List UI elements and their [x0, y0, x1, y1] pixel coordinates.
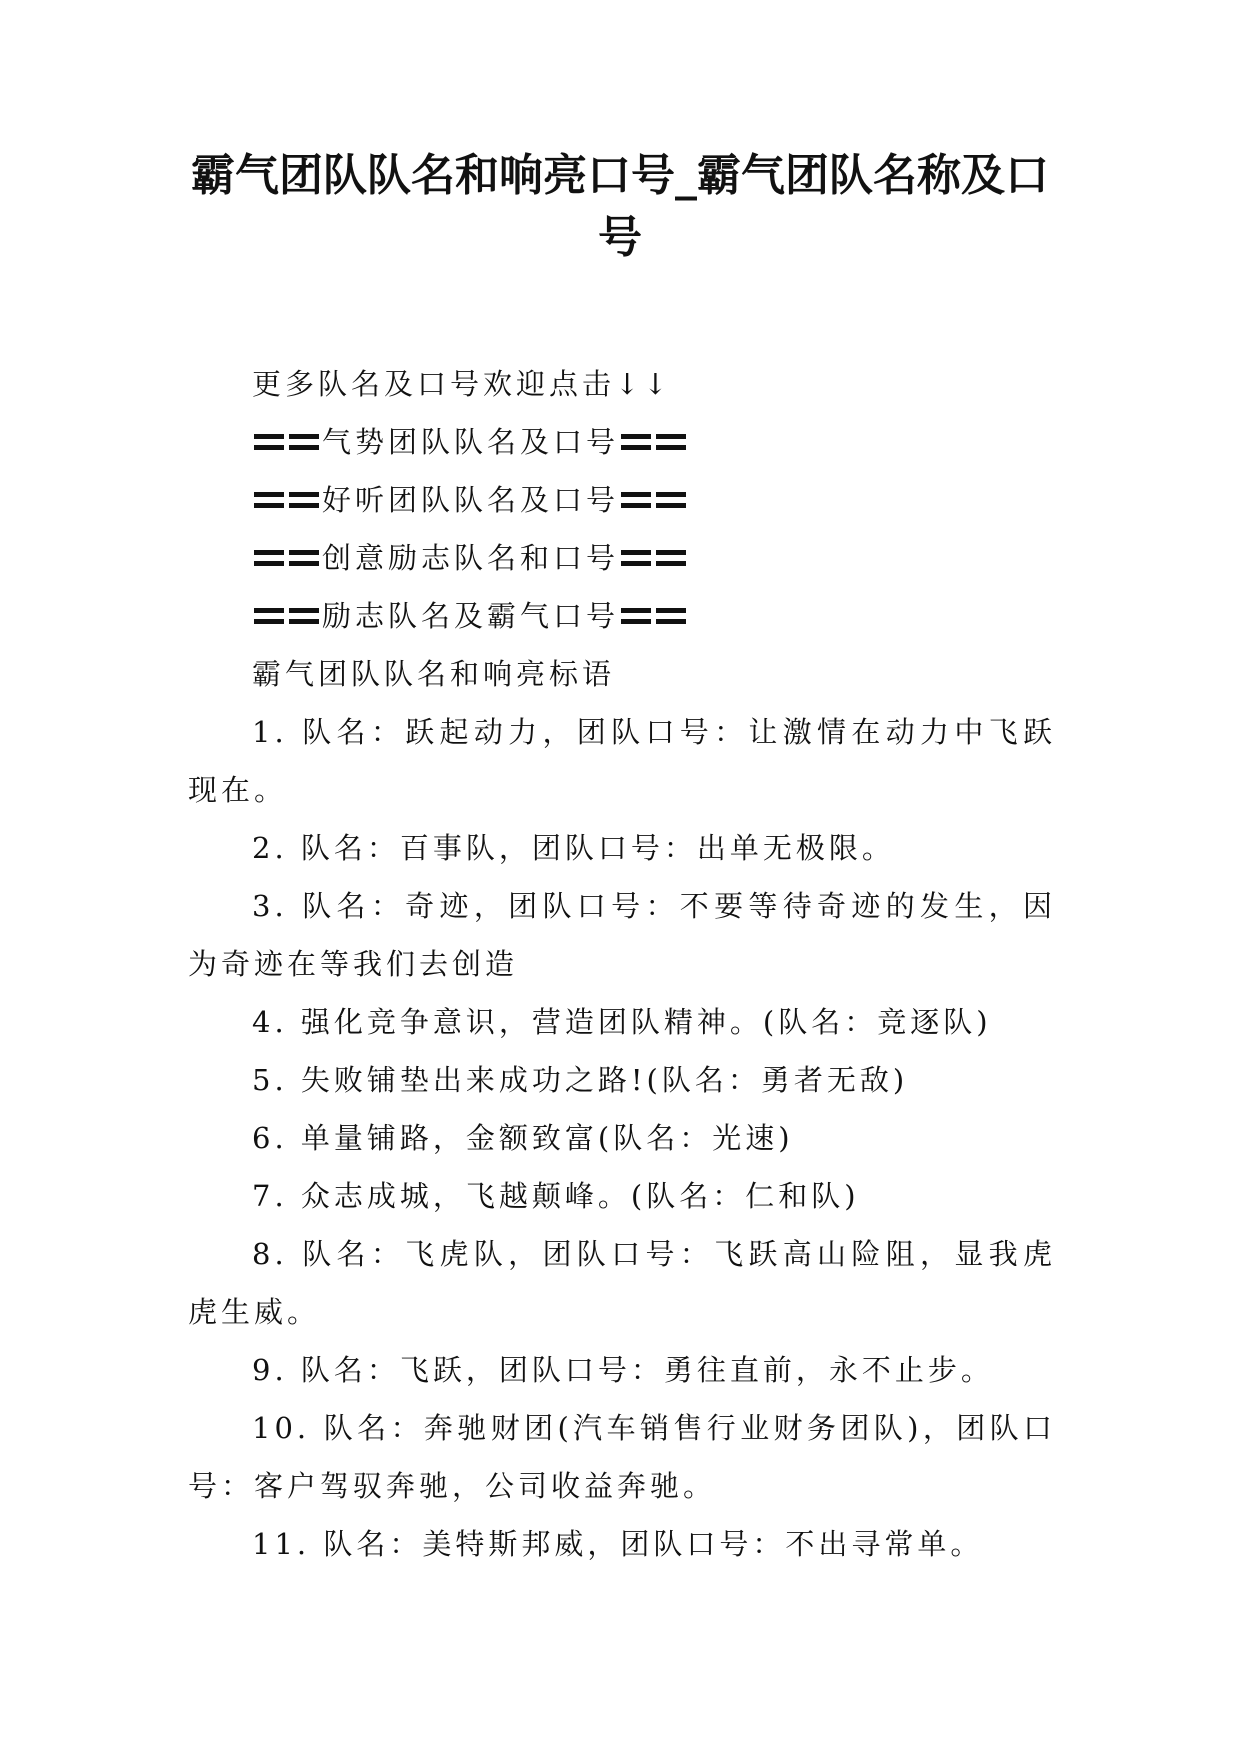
document-body: [188, 355, 1056, 1573]
list-item: 2. 队名：百事队，团队口号：出单无极限。: [252, 831, 895, 865]
related-link-2[interactable]: [188, 471, 1056, 529]
double-bar-icon: [254, 605, 320, 627]
section-heading: 霸气团队队名和响亮标语: [252, 657, 616, 691]
related-link-label: 励志队名及霸气口号: [322, 599, 620, 633]
related-link-3[interactable]: [188, 529, 1056, 587]
list-item: 9. 队名：飞跃，团队口号：勇往直前，永不止步。: [252, 1353, 994, 1387]
intro-text: 更多队名及口号欢迎点击↓↓: [252, 367, 672, 401]
list-item: 7. 众志成城，飞越颠峰。(队名：仁和队): [252, 1179, 860, 1213]
double-bar-icon: [621, 489, 687, 511]
list-item: 3. 队名：奇迹，团队口号：不要等待奇迹的发生，因为奇迹在等我们去创造: [188, 889, 1056, 981]
list-item: 10. 队名：奔驰财团(汽车销售行业财务团队)，团队口号：客户驾驭奔驰，公司收益奔驰。: [188, 1411, 1056, 1503]
related-link-label: 气势团队队名及口号: [322, 425, 620, 459]
related-link-label: 好听团队队名及口号: [322, 483, 620, 517]
document-title: 霸气团队队名和响亮口号_霸气团队名称及口号: [191, 150, 1049, 263]
list-item: 1. 队名：跃起动力，团队口号：让激情在动力中飞跃现在。: [188, 715, 1056, 807]
double-bar-icon: [254, 431, 320, 453]
list-item: 6. 单量铺路，金额致富(队名：光速): [252, 1121, 794, 1155]
double-bar-icon: [254, 547, 320, 569]
list-item: 8. 队名：飞虎队，团队口号：飞跃高山险阻，显我虎虎生威。: [188, 1237, 1056, 1329]
double-bar-icon: [621, 605, 687, 627]
related-link-label: 创意励志队名和口号: [322, 541, 620, 575]
related-link-1[interactable]: [188, 413, 1056, 471]
double-bar-icon: [254, 489, 320, 511]
list-item: 11. 队名：美特斯邦威，团队口号：不出寻常单。: [252, 1527, 984, 1561]
list-item: 5. 失败铺垫出来成功之路!(队名：勇者无敌): [252, 1063, 909, 1097]
double-bar-icon: [621, 431, 687, 453]
double-bar-icon: [621, 547, 687, 569]
list-item: 4. 强化竞争意识，营造团队精神。(队名：竞逐队): [252, 1005, 992, 1039]
related-link-4[interactable]: [188, 587, 1056, 645]
